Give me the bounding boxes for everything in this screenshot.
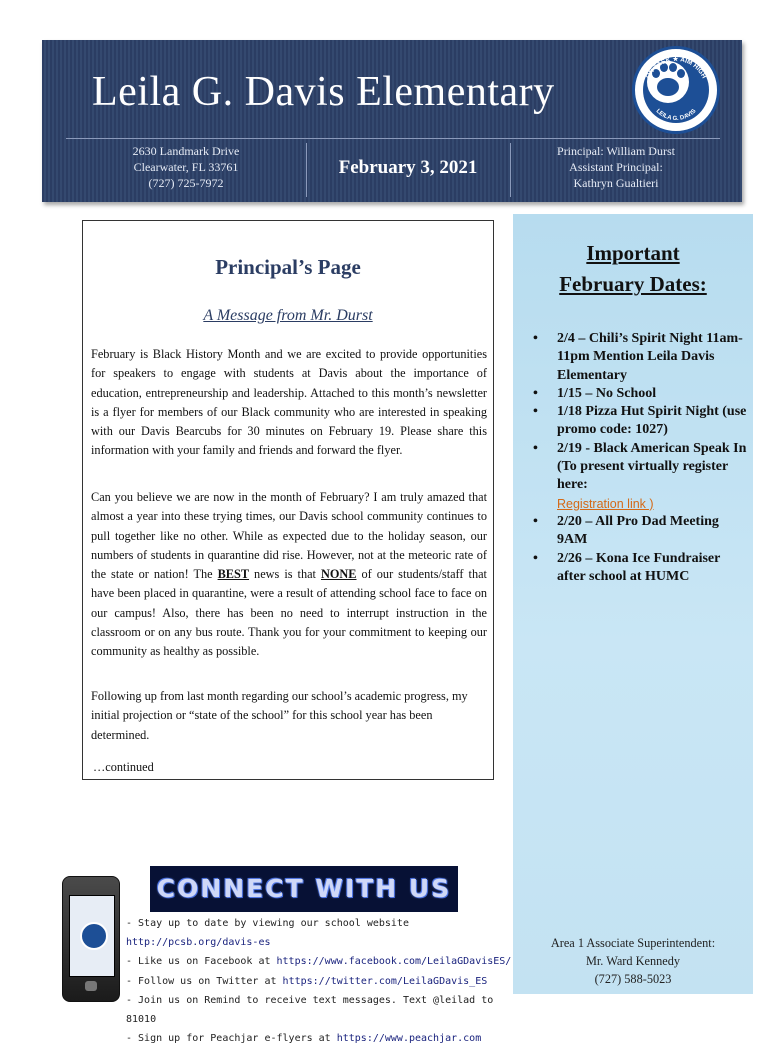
website-link[interactable]: http://pcsb.org/davis-es bbox=[126, 937, 271, 949]
dates-list bbox=[529, 330, 747, 586]
principals-page-heading: Principal’s Page bbox=[215, 255, 361, 279]
heading-line2: February Dates: bbox=[559, 272, 707, 296]
phone-home-button bbox=[85, 981, 97, 991]
registration-link[interactable]: Registration link ) bbox=[557, 496, 654, 511]
school-title: Leila G. Davis Elementary bbox=[92, 69, 555, 115]
connect-item-text: - Stay up to date by viewing our school website bbox=[126, 918, 409, 929]
paragraph-quarantine bbox=[91, 488, 487, 662]
superintendent-info bbox=[513, 934, 753, 988]
date-item: • 2/4 – Chili’s Spirit Night 11am-11pm Mention Leila Davis Elementary bbox=[529, 330, 747, 385]
emphasis-best: BEST bbox=[217, 567, 250, 582]
connect-item-twitter bbox=[126, 972, 516, 991]
para2-text-a: Can you believe we are now in the month of February? I am truly amazed that almost a year into these trying times, our Davis school community continues to pull together like no other. While as expected due to the holiday season, our numbers of students in quarantine did rise. However, not at the meteoric rate of the state or nation! The bbox=[91, 490, 487, 582]
connect-item-website bbox=[126, 914, 516, 952]
heading-line1: Important bbox=[586, 241, 680, 265]
superintendent-label: Area 1 Associate Superintendent: bbox=[550, 936, 716, 950]
twitter-link[interactable]: https://twitter.com/LeilaGDavis_ES bbox=[282, 975, 488, 987]
date-item: • 1/15 – No School bbox=[529, 385, 747, 403]
assistant-name: Kathryn Gualtieri bbox=[573, 176, 659, 190]
continued-note: …continued bbox=[93, 760, 154, 774]
connect-item-text: - Like us on Facebook at bbox=[126, 956, 277, 968]
school-phone: (727) 725-7972 bbox=[148, 176, 224, 190]
connect-item-text: - Sign up for Peachjar e-flyers at bbox=[126, 1033, 337, 1045]
important-dates-sidebar bbox=[513, 214, 753, 994]
svg-text:ON TASK ★ AIM HIGH: ON TASK ★ AIM HIGH bbox=[644, 55, 708, 80]
superintendent-name: Mr. Ward Kennedy bbox=[585, 954, 681, 968]
date-item bbox=[529, 440, 747, 513]
connect-with-us-banner bbox=[150, 866, 458, 912]
header-info-row bbox=[66, 138, 720, 197]
para2-text-c: of our students/staff that have been placed in quarantine, were a result of attending school face to face on our campus! Also, there has been no need to interrupt instruction in the classroom or on any bus route. Thank you for your commitment to keeping our community as healthy as possible. bbox=[91, 567, 487, 659]
connect-banner-text: CONNECT WITH US bbox=[156, 874, 452, 903]
connect-item-remind: - Join us on Remind to receive text messages. Text @leilad to 81010 bbox=[126, 994, 494, 1026]
principal-name: Principal: William Durst bbox=[557, 144, 675, 158]
connect-item-peachjar bbox=[126, 1029, 516, 1048]
svg-text:LEILA G. DAVIS: LEILA G. DAVIS bbox=[654, 108, 698, 123]
paragraph-black-history: February is Black History Month and we are excited to provide opportunities for speakers to engage with students at Davis about the importance of education, entrepreneurship and leadership. Attached to this month’s newsletter is a flyer for members of our Black community who are interested in speaking with our Davis Bearcubs for 30 minutes on February 19. Please share this information with your family and friends and forward the flyer. bbox=[91, 347, 487, 458]
date-item-text: 2/19 - Black American Speak In (To present virtually register here: bbox=[557, 440, 747, 493]
newsletter-date: February 3, 2021 bbox=[338, 157, 478, 178]
administration bbox=[510, 143, 721, 197]
address-line2: Clearwater, FL 33761 bbox=[133, 160, 239, 174]
school-seal-logo bbox=[632, 46, 720, 134]
connect-list bbox=[126, 914, 516, 1048]
header-banner bbox=[42, 40, 742, 202]
emphasis-none: NONE bbox=[320, 567, 357, 582]
seal-lettering bbox=[635, 49, 717, 131]
superintendent-phone: (727) 588-5023 bbox=[594, 972, 672, 986]
date-item: • 2/20 – All Pro Dad Meeting 9AM bbox=[529, 513, 747, 550]
date-item: • 2/26 – Kona Ice Fundraiser after school at HUMC bbox=[529, 550, 747, 587]
paragraph-academic-progress: Following up from last month regarding our school’s academic progress, my initial projection or “state of the school” for this school year has been determined. bbox=[91, 689, 468, 742]
message-subheading: A Message from Mr. Durst bbox=[203, 307, 373, 324]
peachjar-link[interactable]: https://www.peachjar.com bbox=[336, 1033, 482, 1045]
school-address bbox=[66, 143, 307, 197]
principals-page-box bbox=[82, 220, 494, 780]
para2-text-b: news is that bbox=[249, 567, 321, 582]
phone-school-logo-icon bbox=[80, 922, 108, 950]
connect-item-text: - Follow us on Twitter at bbox=[126, 975, 283, 987]
smartphone-icon bbox=[62, 876, 120, 1002]
assistant-label: Assistant Principal: bbox=[569, 160, 663, 174]
date-item: • 1/18 Pizza Hut Spirit Night (use promo code: 1027) bbox=[529, 403, 747, 440]
important-dates-heading bbox=[513, 238, 753, 300]
phone-screen bbox=[69, 895, 115, 977]
facebook-link[interactable]: https://www.facebook.com/LeilaGDavisES/ bbox=[276, 956, 512, 968]
connect-item-facebook bbox=[126, 952, 516, 971]
address-line1: 2630 Landmark Drive bbox=[132, 144, 240, 158]
